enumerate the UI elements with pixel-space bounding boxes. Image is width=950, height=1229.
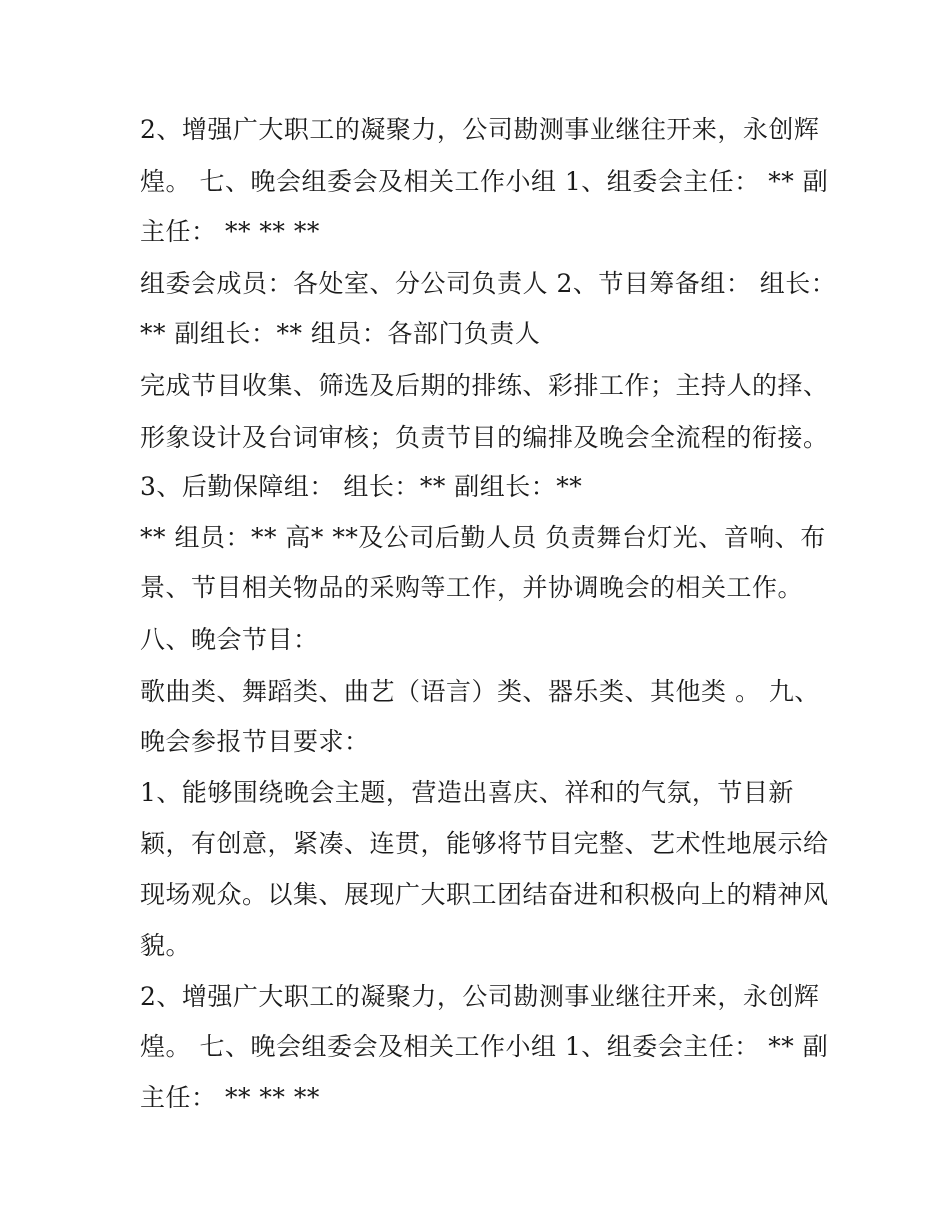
text-line: 2、增强广大职工的凝聚力，公司勘测事业继往开来，永创辉 xyxy=(140,982,820,1011)
text-line: 2、增强广大职工的凝聚力，公司勘测事业继往开来，永创辉 xyxy=(140,115,820,144)
text-line: ** 组员：** 高* **及公司后勤人员 负责舞台灯光、音响、布 xyxy=(140,523,826,552)
text-line: ** 副组长：** 组员：各部门负责人 xyxy=(140,319,541,348)
text-line: 3、后勤保障组： 组长：** 副组长：** xyxy=(140,472,583,501)
text-line: 组委会成员：各处室、分公司负责人 2、节目筹备组： 组长： xyxy=(140,269,837,298)
text-line: 颖，有创意，紧凑、连贯，能够将节目完整、艺术性地展示给 xyxy=(140,829,829,858)
text-line: 景、节目相关物品的采购等工作，并协调晚会的相关工作。 xyxy=(140,573,804,602)
text-line: 煌。 七、晚会组委会及相关工作小组 1、组委会主任： ** 副 xyxy=(140,167,829,196)
text-line: 主任： ** ** ** xyxy=(140,217,320,246)
text-line: 形象设计及台词审核；负责节目的编排及晚会全流程的衔接。 xyxy=(140,423,829,452)
text-line: 完成节目收集、筛选及后期的排练、彩排工作；主持人的择、 xyxy=(140,371,829,400)
text-line: 晚会参报节目要求： xyxy=(140,727,370,756)
text-line: 主任： ** ** ** xyxy=(140,1083,320,1112)
text-line: 1、能够围绕晚会主题，营造出喜庆、祥和的气氛，节目新 xyxy=(140,778,794,807)
text-line: 八、晚会节目： xyxy=(140,625,319,654)
text-line: 煌。 七、晚会组委会及相关工作小组 1、组委会主任： ** 副 xyxy=(140,1032,829,1061)
text-line: 歌曲类、舞蹈类、曲艺（语言）类、器乐类、其他类 。 九、 xyxy=(140,677,820,706)
text-line: 貌。 xyxy=(140,931,192,960)
text-line: 现场观众。以集、展现广大职工团结奋进和积极向上的精神风 xyxy=(140,880,829,909)
